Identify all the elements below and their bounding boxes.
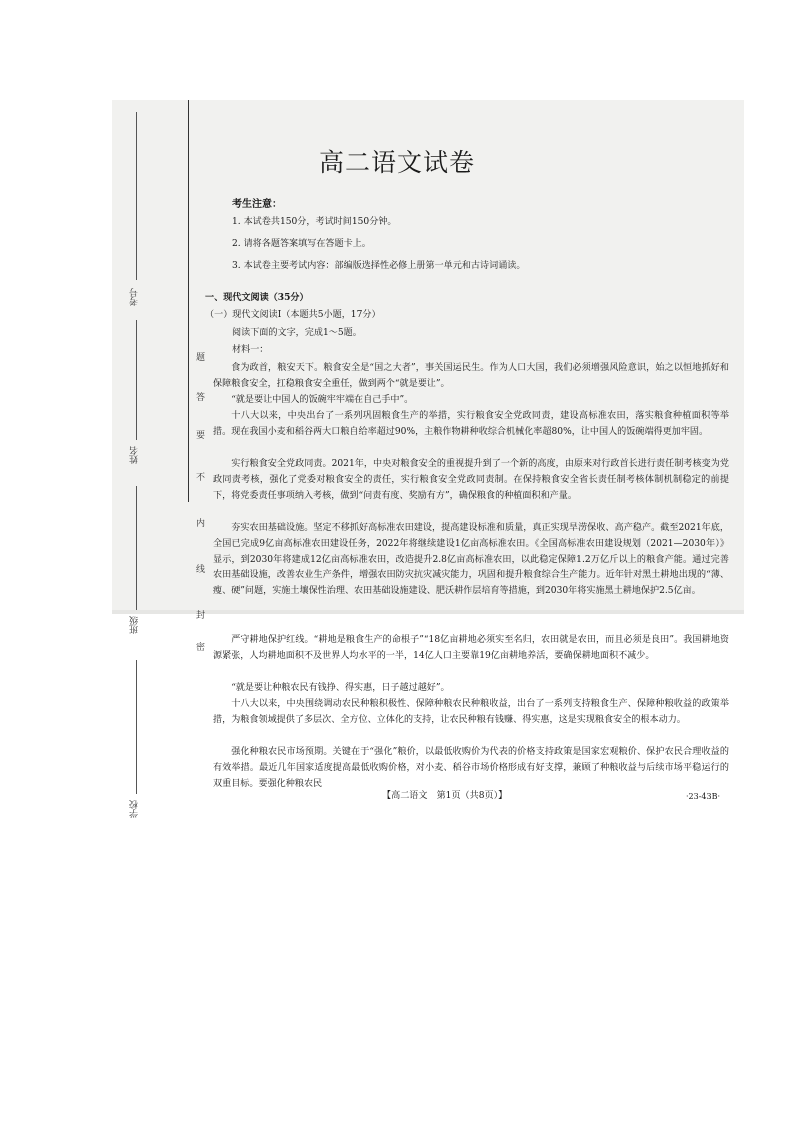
notice-heading: 考生注意： [232,199,282,210]
seal-char: 线 [196,565,206,575]
seal-char: 不 [196,473,206,483]
body-paragraph: 食为政首，粮安天下。粮食安全是“国之大者”，事关国运民生。作为人口大国，我们必须增强风险意识，始之以恒地抓好和保障粮食安全，扛稳粮食安全重任，做到两个“就是要让”。 [213,363,729,389]
seal-char: 内 [196,519,206,529]
scan-edge [112,610,744,614]
body-paragraph: 十八大以来，中央围绕调动农民种粮积极性、保障种粮农民种粮收益，出台了一系列支持粮食生产、保障种粮收益的政策举措，为粮食领域提供了多层次、全方位、立体化的支持，让农民种粮有钱赚、得实惠，这是实现粮食安全的根本动力。 [213,699,729,725]
notice-item: 1. 本试卷共150分，考试时间150分钟。 [232,217,397,227]
page-footer: 【高二语文 第1页（共8页）】 [382,791,508,801]
seal-char: 答 [196,393,206,403]
field-name-label: 姓名 [130,446,140,464]
field-school-blank [136,660,137,794]
field-class-label: 班级 [130,616,140,634]
body-paragraph: 严守耕地保护红线。“耕地是粮食生产的命根子”“18亿亩耕地必须实至名归，农田就是农田，而且必须是良田”。我国耕地资源紧张，人均耕地面积不及世界人均水平的一半，14亿人口主要靠19亿亩耕地养活，要确保耕地面积不减少。 [213,635,729,661]
material-label: 材料一： [232,345,269,355]
field-class-blank [136,486,137,610]
page-title: 高二语文试卷 [318,148,475,177]
body-paragraph: 强化种粮农民市场预期。关键在于“强化”粮价，以最低收购价为代表的价格支持政策是国家宏观粮价、保护农民合理收益的有效举措。最近几年国家适度提高最低收购价格，对小麦、稻谷市场价格形成有好支撑，兼顾了种粮收益与后续市场平稳运行的双重目标。要强化种粮农民 [213,747,729,789]
section-heading: 一、现代文阅读（35分） [205,292,309,303]
body-paragraph: 十八大以来，中央出台了一系列巩固粮食生产的举措，实行粮食安全党政同责，建设高标准农田，落实粮食种植面积等举措。现在我国小麦和稻谷两大口粮自给率超过90%，主粮作物耕种收综合机械化率超80%，让中国人的饭碗端得更加牢固。 [213,411,729,437]
paper-code: ·23-43B· [686,792,721,801]
seal-char: 要 [196,431,206,441]
seal-char: 封 [196,611,206,621]
reading-instruction: 阅读下面的文字，完成1～5题。 [232,328,362,338]
seal-char: 题 [196,353,206,363]
notice-item: 2. 请将各题答案填写在答题卡上。 [232,239,371,249]
body-paragraph: 实行粮食安全党政同责。2021年，中央对粮食安全的重视提升到了一个新的高度，由原来对行政首长进行责任制考核变为党政同责考核，强化了党委对粮食安全的责任，实行粮食安全党政同责制。在保持粮食安全省长责任制考核体制机制稳定的前提下，将党委责任事项纳入考核，做到“问责有度、奖励有方”，确保粮食的种植面积和产量。 [213,459,729,501]
seal-char: 密 [196,643,206,653]
field-name-blank [136,320,137,440]
field-school-label: 学校 [130,800,140,818]
notice-item: 3. 本试卷主要考试内容：部编版选择性必修上册第一单元和古诗词诵读。 [232,261,526,271]
field-exam-number-blank [136,112,137,280]
body-paragraph-subhead: “就是要让中国人的饭碗牢牢端在自己手中”。 [231,395,414,405]
sub-section-heading: （一）现代文阅读Ⅰ（本题共5小题，17分） [205,310,381,320]
body-paragraph-subhead: “就是要让种粮农民有钱挣、得实惠，日子越过越好”。 [231,683,450,693]
body-paragraph: 夯实农田基础设施。坚定不移抓好高标准农田建设，提高建设标准和质量，真正实现旱涝保收、高产稳产。截至2021年底，全国已完成9亿亩高标准农田建设任务，2022年将继续建设1亿亩高标准农田。《全国高标准农田建设规划（2021—2030年）》显示，到2030年将建成12亿亩高标准农田，改造提升2.8亿亩高标准农田，以此稳定保障1.2万亿斤以上的粮食产能。通过完善农田基础设施，改善农业生产条件，增强农田防灾抗灾减灾能力，巩固和提升粮食综合生产能力。近年针对黑土耕地出现的“薄、瘦、硬”问题，实施土壤保性治理、农田基础设施建设、肥沃耕作层培育等措施，到2030年将实施黑土耕地保护2.5亿亩。 [213,523,729,597]
field-exam-number-label: 考号 [130,288,140,306]
